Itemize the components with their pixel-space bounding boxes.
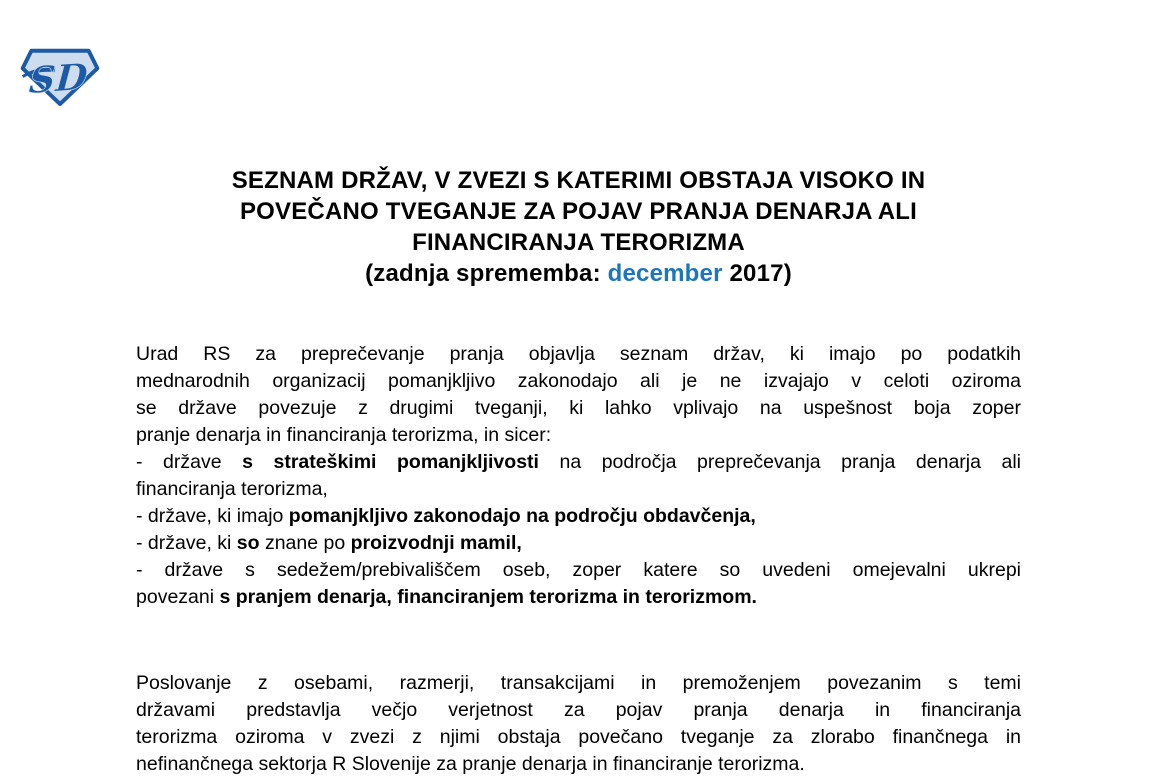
paragraph-intro-and-bullets <box>136 341 1021 611</box>
paragraph-closing <box>136 670 1021 778</box>
text-line <box>136 258 1021 289</box>
text-line <box>136 557 1021 584</box>
text-segment: s strateškimi pomanjkljivosti <box>242 451 539 473</box>
text-segment: financiranja terorizma, <box>136 478 328 500</box>
text-segment: terorizma oziroma v zvezi z njimi obstaja povečano tveganje za zlorabo finančnega in <box>136 726 1021 748</box>
text-line <box>136 584 1021 611</box>
sd-logo-icon <box>20 46 100 108</box>
document-title <box>136 165 1021 289</box>
text-line <box>136 670 1021 697</box>
text-segment: so <box>236 532 260 554</box>
text-segment: 2017) <box>722 260 792 287</box>
text-segment: na področja preprečevanja pranja denarja ali <box>538 451 1022 473</box>
text-segment: znane po <box>259 532 351 554</box>
logo-letters: SD <box>27 55 90 103</box>
text-line <box>136 724 1021 751</box>
text-line <box>136 751 1021 778</box>
title-line-3: FINANCIRANJA TERORIZMA <box>412 229 745 256</box>
text-line <box>136 422 1021 449</box>
text-segment: se države povezuje z drugimi tveganji, ki lahko vplivajo na uspešnost boja zoper <box>136 397 1021 419</box>
text-segment: pomanjkljivo zakonodajo na področju obdavčenja, <box>288 505 756 527</box>
text-line <box>136 697 1021 724</box>
text-segment: državami predstavlja večjo verjetnost za pojav pranja denarja in financiranja <box>136 699 1021 721</box>
text-segment: povezani <box>136 586 220 608</box>
text-segment: mednarodnih organizacij pomanjkljivo zakonodajo ali je ne izvajajo v celoti oziroma <box>136 370 1021 392</box>
text-line <box>136 530 1021 557</box>
text-segment: (zadnja sprememba: <box>365 260 608 287</box>
text-line <box>136 476 1021 503</box>
text-segment: - države, ki imajo <box>136 505 289 527</box>
text-segment: - države s sedežem/prebivališčem oseb, zoper katere so uvedeni omejevalni ukrepi <box>136 559 1021 581</box>
title-line-1: SEZNAM DRŽAV, V ZVEZI S KATERIMI OBSTAJA VISOKO IN <box>231 167 926 194</box>
text-segment: s pranjem denarja, financiranjem terorizma in terorizmom. <box>219 586 757 608</box>
text-segment: december <box>607 260 723 287</box>
text-segment: Urad RS za preprečevanje pranja objavlja seznam držav, ki imajo po podatkih <box>136 343 1021 365</box>
text-line <box>136 449 1021 476</box>
text-line <box>136 395 1021 422</box>
text-segment: pranje denarja in financiranja terorizma, in sicer: <box>136 424 552 446</box>
text-line <box>136 503 1021 530</box>
text-line <box>136 341 1021 368</box>
text-segment: proizvodnji mamil, <box>350 532 522 554</box>
text-segment: - države <box>136 451 243 473</box>
text-segment: - države, ki <box>136 532 237 554</box>
text-line <box>136 368 1021 395</box>
title-subtitle <box>136 258 1021 289</box>
text-segment: Poslovanje z osebami, razmerji, transakcijami in premoženjem povezanim s temi <box>136 672 1021 694</box>
title-line-2: POVEČANO TVEGANJE ZA POJAV PRANJA DENARJA ALI <box>239 198 918 225</box>
text-segment: nefinančnega sektorja R Slovenije za pranje denarja in financiranje terorizma. <box>136 753 805 775</box>
